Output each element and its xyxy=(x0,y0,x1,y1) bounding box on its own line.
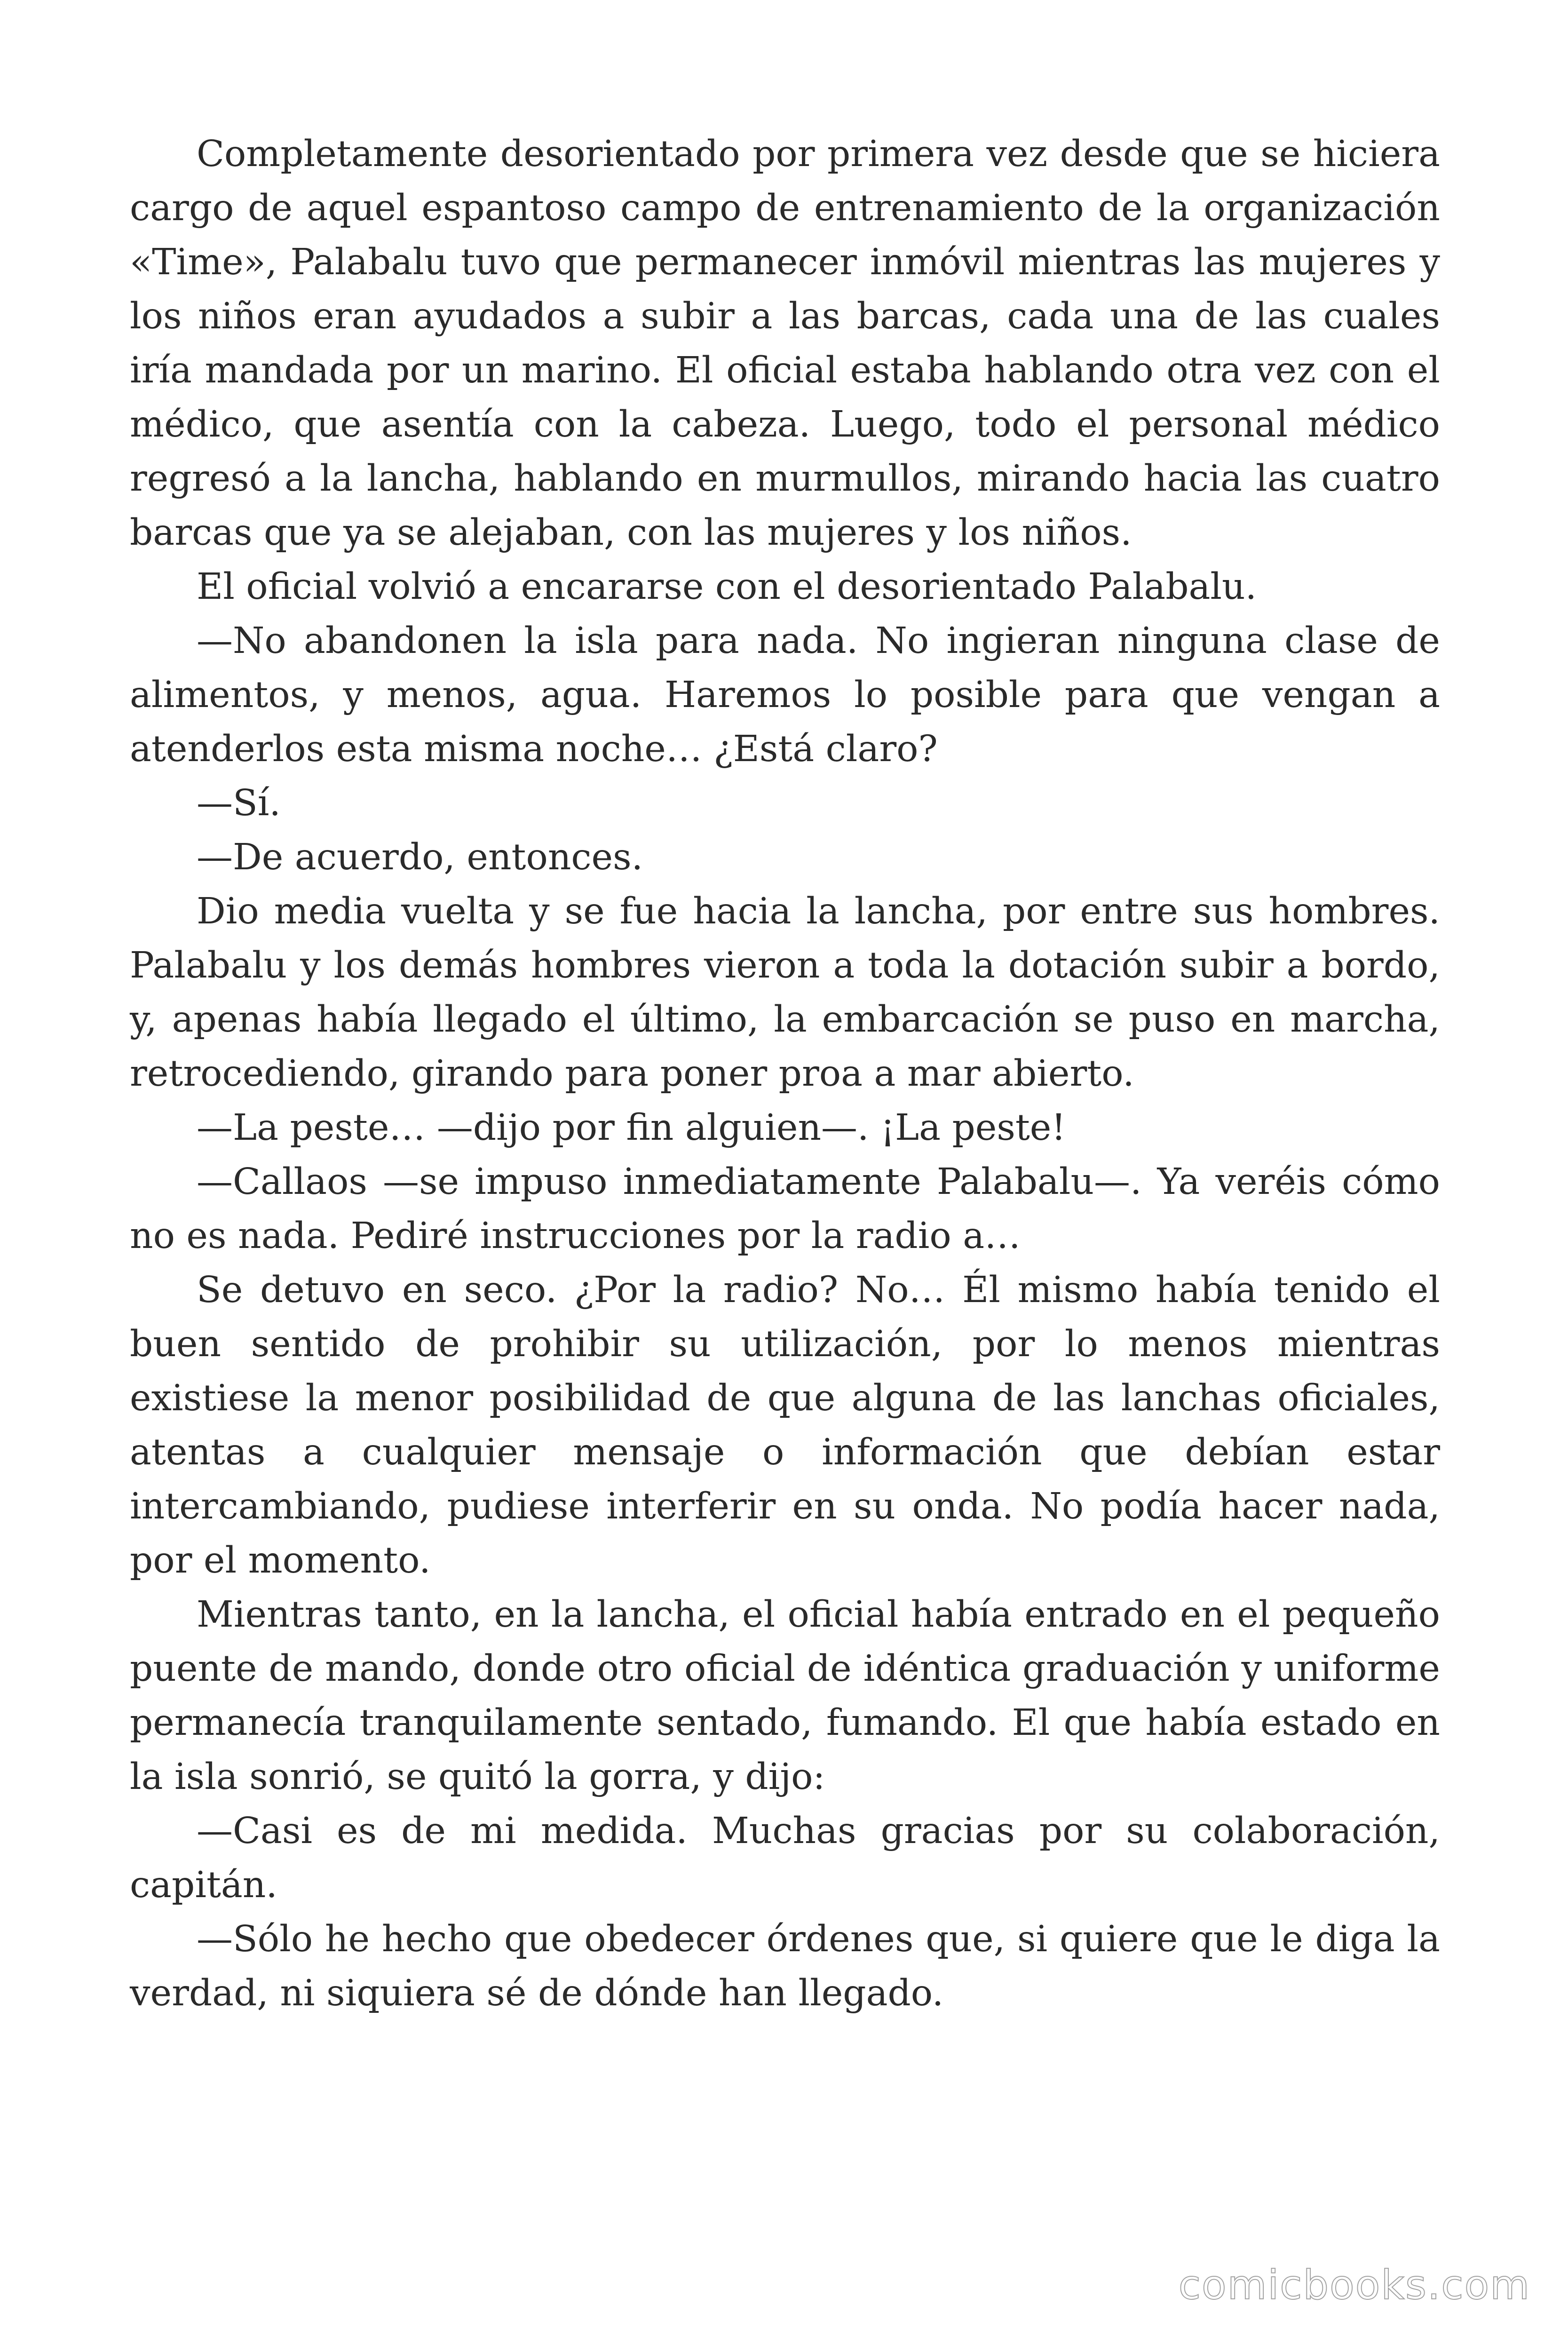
dialogue-paragraph: —Sólo he hecho que obedecer órdenes que, si quiere que le diga la verdad, ni siquiera sé de dónde han llegado. xyxy=(130,1918,1440,2014)
body-text xyxy=(130,127,1440,2020)
paragraph: Dio media vuelta y se fue hacia la lancha, por entre sus hombres. Palabalu y los demás hombres vieron a toda la dotación subir a bordo, y, apenas había llegado el último, la embarcación se puso en marcha, retrocediendo, girando para poner proa a mar abierto. xyxy=(130,890,1440,1095)
dialogue-paragraph: —La peste… —dijo por fin alguien—. ¡La peste! xyxy=(197,1107,1066,1149)
paragraph: Completamente desorientado por primera vez desde que se hiciera cargo de aquel espantoso campo de entrenamiento de la organización «Time», Palabalu tuvo que permanecer inmóvil mientras las mujeres y los niños eran ayudados a subir a las barcas, cada una de las cuales iría mandada por un marino. El oficial estaba hablando otra vez con el médico, que asentía con la cabeza. Luego, todo el personal médico regresó a la lancha, hablando en murmullos, mirando hacia las cuatro barcas que ya se alejaban, con las mujeres y los niños. xyxy=(130,133,1440,554)
paragraph: Mientras tanto, en la lancha, el oficial había entrado en el pequeño puente de mando, donde otro oficial de idéntica graduación y uniforme permanecía tranquilamente sentado, fumando. El que había estado en la isla sonrió, se quitó la gorra, y dijo: xyxy=(130,1594,1440,1798)
dialogue-paragraph: —De acuerdo, entonces. xyxy=(197,836,643,878)
dialogue-paragraph: —Sí. xyxy=(197,782,281,824)
paragraph: El oficial volvió a encararse con el desorientado Palabalu. xyxy=(197,566,1257,608)
watermark: comicbooks.com xyxy=(1178,2262,1530,2309)
paragraph: Se detuvo en seco. ¿Por la radio? No… Él mismo había tenido el buen sentido de prohibir su utilización, por lo menos mientras existiese la menor posibilidad de que alguna de las lanchas oficiales, atentas a cualquier mensaje o información que debían estar intercambiando, pudiese interferir en su onda. No podía hacer nada, por el momento. xyxy=(130,1269,1440,1581)
dialogue-paragraph: —Casi es de mi medida. Muchas gracias por su colaboración, capitán. xyxy=(130,1810,1440,1906)
dialogue-paragraph: —No abandonen la isla para nada. No ingieran ninguna clase de alimentos, y menos, agua. Haremos lo posible para que vengan a atenderlos esta misma noche… ¿Está claro? xyxy=(130,620,1440,770)
dialogue-paragraph: —Callaos —se impuso inmediatamente Palabalu—. Ya veréis cómo no es nada. Pediré instrucciones por la radio a… xyxy=(130,1161,1440,1257)
